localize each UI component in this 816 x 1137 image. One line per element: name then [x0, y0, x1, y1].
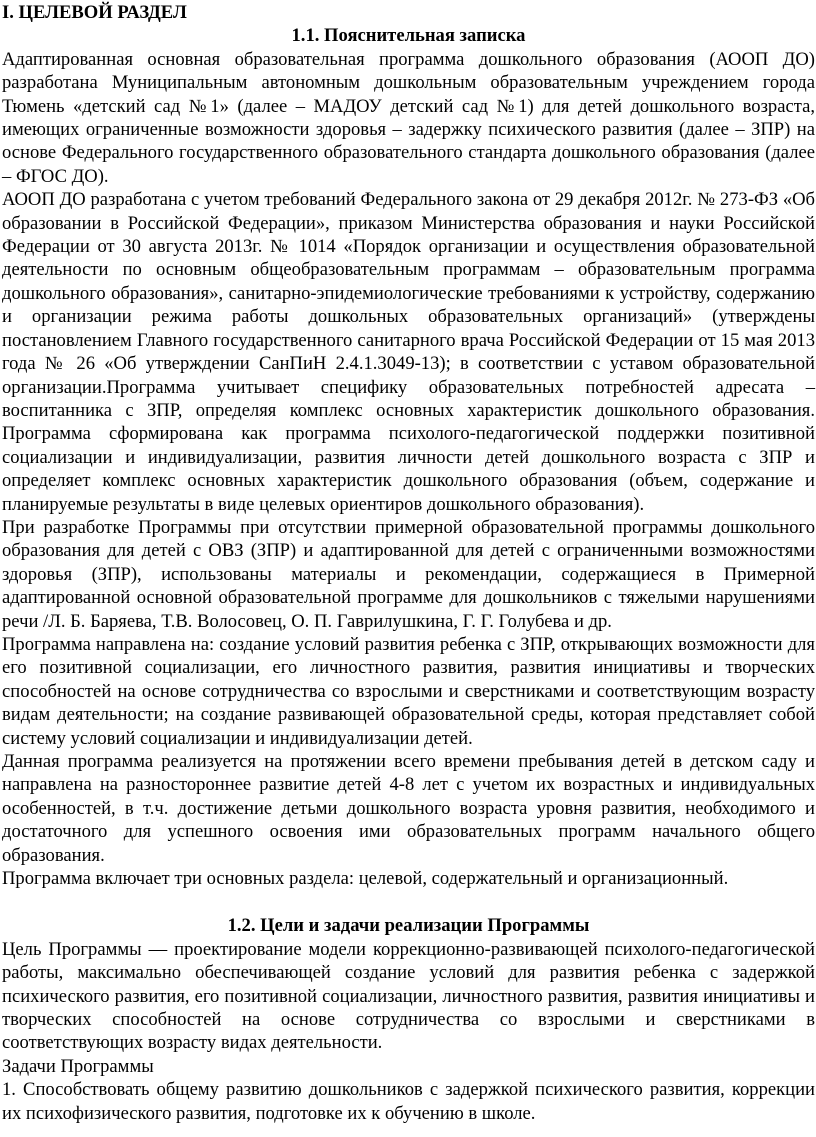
- paragraph: При разработке Программы при отсутствии примерной образовательной программы дошкольного образования для детей с ОВЗ (ЗПР) и адаптированной для детей с ограниченными возможностями здоровья (ЗПР), использованы материалы и рекомендации, содержащиеся в Примерной адаптированной основной образовательной программе для дошкольников с тяжелыми нарушениями речи /Л. Б. Баряева, Т.В. Волосовец, О. П. Гаврилушкина, Г. Г. Голубева и др.: [2, 516, 815, 632]
- paragraph: 1. Способствовать общему развитию дошкольников с задержкой психического развития, коррекции их психофизического развития, подготовке их к обучению в школе.: [2, 1079, 815, 1124]
- paragraph: Задачи Программы: [2, 1055, 154, 1077]
- paragraph: Программа включает три основных раздела: целевой, содержательный и организационный.: [2, 868, 729, 890]
- paragraph: Адаптированная основная образовательная программа дошкольного образования (АООП ДО) разработана Муниципальным автономным дошкольным образовательным учреждением города Тюмень «детский сад №1» (далее – МАДОУ детский сад №1) для детей дошкольного возраста, имеющих ограниченные возможности здоровья – задержку психического развития (далее – ЗПР) на основе Федерального государственного образовательного стандарта дошкольного образования (далее – ФГОС ДО).: [2, 48, 815, 187]
- subsection-2-title: 1.2. Цели и задачи реализации Программы: [227, 915, 590, 937]
- paragraph: Данная программа реализуется на протяжении всего времени пребывания детей в детском саду и направлена на разностороннее развитие детей 4-8 лет с учетом их возрастных и индивидуальных особенностей, в т.ч. достижение детьми дошкольного возраста уровня развития, необходимого и достаточного для успешного освоения ими образовательных программ начального общего образования.: [2, 751, 815, 866]
- subsection-1-title: 1.1. Пояснительная записка: [291, 25, 526, 47]
- section-title: I. ЦЕЛЕВОЙ РАЗДЕЛ: [2, 2, 187, 23]
- spacer: [2, 890, 815, 914]
- paragraph: АООП ДО разработана с учетом требований Федерального закона от 29 декабря 2012г. № 273-ФЗ «Об образовании в Российской Федерации», приказом Министерства образования и науки Российской Федерации от 30 августа 2013г. № 1014 «Порядок организации и осуществления образовательной деятельности по основным общеобразовательным программам – образовательным программа дошкольного образования», санитарно-эпидемиологические требованиями к устройству, содержанию и организации режима работы дошкольных образовательных организаций» (утверждены постановлением Главного государственного санитарного врача Российской Федерации от 15 мая 2013 года № 26 «Об утверждении СанПиН 2.4.1.3049-13); в соответствии с уставом образовательной организации.Программа учитывает специфику образовательных потребностей адресата – воспитанника с ЗПР, определяя комплекс основных характеристик дошкольного образования. Программа сформирована как программа психолого-педагогической поддержки позитивной социализации и индивидуализации, развития личности детей дошкольного возраста с ЗПР и определяет комплекс основных характеристик дошкольного образования (объем, содержание и планируемые результаты в виде целевых ориентиров дошкольного образования).: [2, 189, 815, 515]
- paragraph: Цель Программы — проектирование модели коррекционно-развивающей психолого-педагогической работы, максимально обеспечивающей создание условий для развития ребенка с задержкой психического развития, его позитивной социализации, личностного развития, развития инициативы и творческих способностей на основе сотрудничества со взрослыми и сверстниками в соответствующих возрасту видах деятельности.: [2, 938, 815, 1054]
- paragraph: Программа направлена на: создание условий развития ребенка с ЗПР, открывающих возможности для его позитивной социализации, его личностного развития, развития инициативы и творческих способностей на основе сотрудничества со взрослыми и сверстниками и соответствующим возрасту видам деятельности; на создание развивающей образовательной среды, которая представляет собой систему условий социализации и индивидуализации детей.: [2, 633, 815, 749]
